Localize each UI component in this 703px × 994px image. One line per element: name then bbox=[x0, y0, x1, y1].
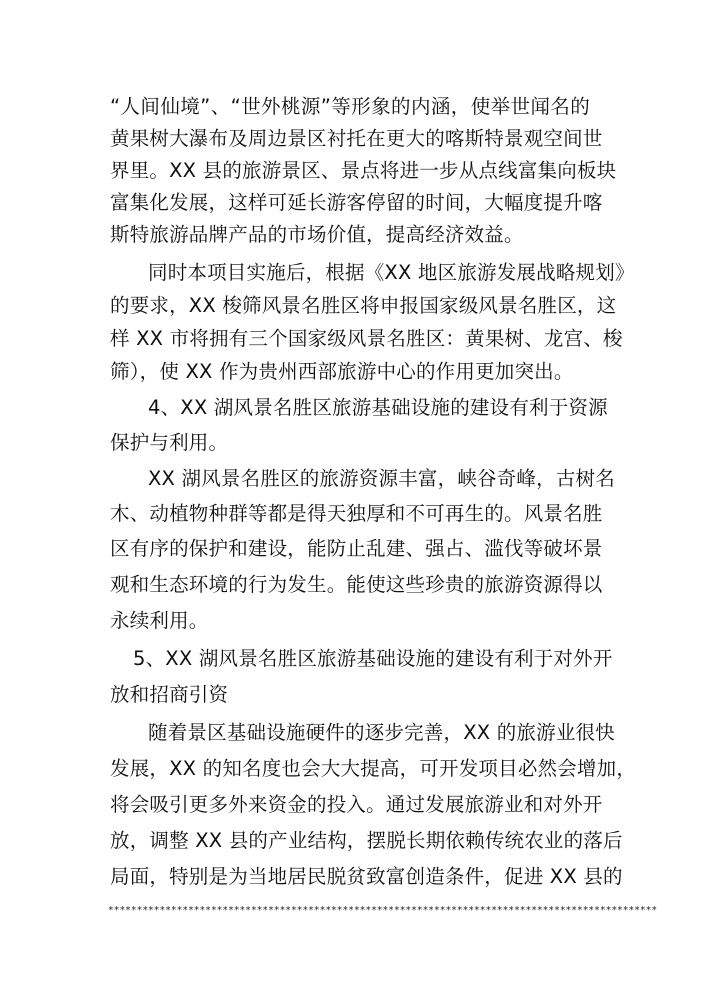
text-line: 放，调整 XX 县的产业结构，摆脱长期依赖传统农业的落后 bbox=[110, 829, 623, 852]
text-line: 观和生态环境的行为发生。能使这些珍贵的旅游资源得以 bbox=[110, 573, 603, 596]
text-line: 区有序的保护和建设，能防止乱建、强占、滥伐等破坏景 bbox=[110, 537, 603, 560]
paragraph-first-line: 同时本项目实施后，根据《XX 地区旅游发展战略规划》 bbox=[148, 261, 635, 284]
section-heading-4: 4、XX 湖风景名胜区旅游基础设施的建设有利于资源 bbox=[148, 396, 608, 419]
paragraph-first-line: 随着景区基础设施硬件的逐步完善，XX 的旅游业很快 bbox=[148, 721, 615, 744]
section-heading-5: 5、XX 湖风景名胜区旅游基础设施的建设有利于对外开 bbox=[133, 647, 613, 670]
text-line: 发展，XX 的知名度也会大大提高，可开发项目必然会增加， bbox=[110, 757, 637, 780]
text-line: 的要求，XX 梭筛风景名胜区将申报国家级风景名胜区，这 bbox=[110, 294, 617, 317]
text-line: 界里。XX 县的旅游景区、景点将进一步从点线富集向板块 bbox=[110, 159, 617, 182]
section-heading-4-cont: 保护与利用。 bbox=[110, 431, 229, 454]
text-line: 将会吸引更多外来资金的投入。通过发展旅游业和对外开 bbox=[110, 793, 603, 816]
text-line: 筛），使 XX 作为贵州西部旅游中心的作用更加突出。 bbox=[110, 360, 574, 383]
text-line: 局面，特别是为当地居民脱贫致富创造条件，促进 XX 县的 bbox=[110, 865, 623, 888]
text-line: 木、动植物种群等都是得天独厚和不可再生的。风景名胜 bbox=[110, 502, 603, 525]
text-line: 富集化发展，这样可延长游客停留的时间，大幅度提升喀 bbox=[110, 191, 603, 214]
text-line: 永续利用。 bbox=[110, 609, 209, 632]
paragraph-first-line: XX 湖风景名胜区的旅游资源丰富，峡谷奇峰，古树名 bbox=[148, 467, 615, 490]
text-line: 黄果树大瀑布及周边景区衬托在更大的喀斯特景观空间世 bbox=[110, 127, 603, 150]
asterisk-separator: ************************************************************************************************ bbox=[108, 905, 658, 916]
text-line: 斯特旅游品牌产品的市场价值，提高经济效益。 bbox=[110, 223, 524, 246]
section-heading-5-cont: 放和招商引资 bbox=[110, 683, 229, 706]
text-line: 样 XX 市将拥有三个国家级风景名胜区：黄果树、龙宫、梭 bbox=[110, 327, 623, 350]
text-line: “人间仙境”、“世外桃源”等形象的内涵，使举世闻名的 bbox=[110, 95, 590, 118]
